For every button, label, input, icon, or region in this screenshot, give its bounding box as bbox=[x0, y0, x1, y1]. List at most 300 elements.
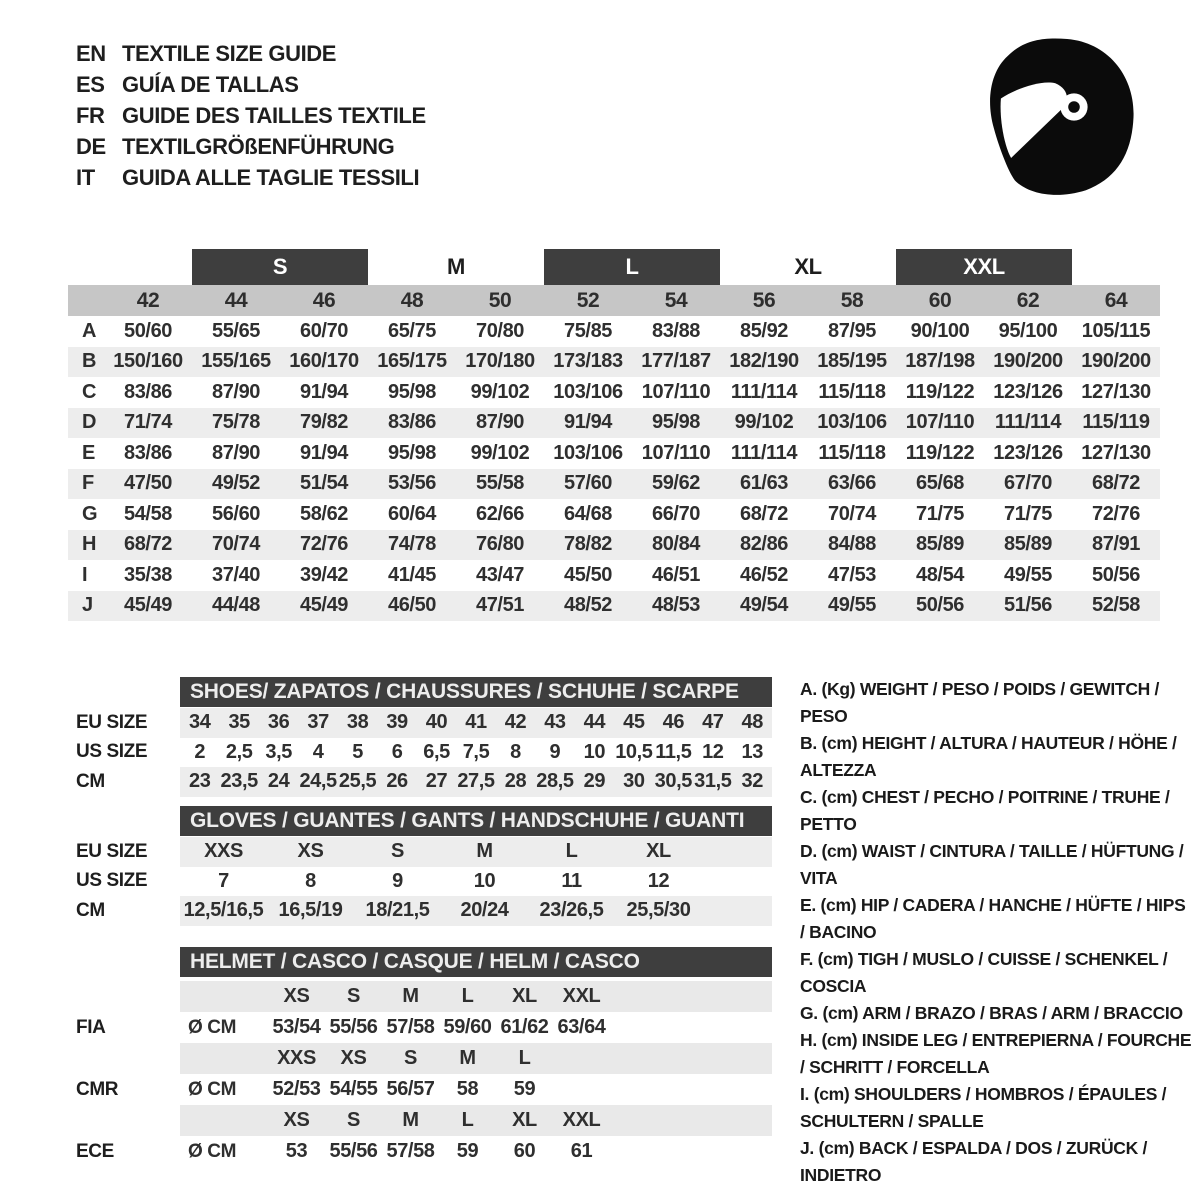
table-cell: 111/114 bbox=[994, 411, 1062, 434]
table-cell: 27 bbox=[425, 770, 448, 793]
table-cell: 51/54 bbox=[299, 472, 349, 495]
size-label-cell: M bbox=[402, 1109, 419, 1131]
legend-key: D. bbox=[800, 841, 817, 861]
language-title: TEXTILGRÖßENFÜHRUNG bbox=[122, 133, 395, 159]
legend-item bbox=[800, 892, 1194, 946]
standard-label: FIA bbox=[76, 1016, 106, 1038]
table-cell: 24 bbox=[267, 770, 290, 793]
table-row bbox=[68, 499, 1160, 530]
helmet-sizes-row bbox=[0, 1105, 772, 1136]
table-cell: 57/60 bbox=[563, 472, 613, 495]
helmet-standard-block bbox=[0, 981, 772, 1043]
table-cell: 85/92 bbox=[739, 319, 789, 342]
table-cell: 18/21,5 bbox=[365, 899, 430, 922]
table-cell: 155/165 bbox=[201, 350, 271, 373]
row-letter: J bbox=[82, 594, 93, 617]
table-cell: 7,5 bbox=[462, 740, 490, 763]
table-cell: 40 bbox=[425, 711, 448, 734]
table-cell: 49/52 bbox=[211, 472, 261, 495]
table-cell: 83/86 bbox=[123, 380, 173, 403]
table-cell: 27,5 bbox=[457, 770, 495, 793]
table-cell: 68/72 bbox=[739, 502, 789, 525]
table-cell: 85/89 bbox=[1003, 533, 1053, 556]
language-title: GUIDE DES TAILLES TEXTILE bbox=[122, 102, 426, 128]
table-cell: 52/53 bbox=[272, 1078, 321, 1100]
table-cell: 119/122 bbox=[905, 441, 975, 464]
standard-label: CMR bbox=[76, 1078, 119, 1100]
legend-key: B. bbox=[800, 733, 817, 753]
eu-size-value: 64 bbox=[1104, 288, 1128, 312]
table-cell: 46/51 bbox=[651, 563, 701, 586]
legend-item bbox=[800, 676, 1194, 730]
size-label-cell: XL bbox=[512, 1109, 537, 1131]
diameter-unit: Ø CM bbox=[188, 1016, 237, 1038]
table-row bbox=[68, 560, 1160, 591]
helmet-size-labels bbox=[180, 981, 772, 1012]
helmet-sizes-row bbox=[0, 981, 772, 1012]
table-cell: 45/49 bbox=[299, 594, 349, 617]
table-cell: 10 bbox=[583, 740, 606, 763]
table-cell: 177/187 bbox=[641, 350, 711, 373]
legend-item bbox=[800, 784, 1194, 838]
helmet-size-values bbox=[180, 1136, 772, 1167]
table-cell: 23/26,5 bbox=[539, 899, 604, 922]
table-cell: 28,5 bbox=[536, 770, 574, 793]
eu-size-value: 62 bbox=[1016, 288, 1040, 312]
eu-size-band bbox=[68, 285, 1160, 316]
table-cell: 127/130 bbox=[1081, 380, 1151, 403]
legend-unit: (cm) bbox=[821, 733, 858, 753]
legend-text: BACK / ESPALDA / DOS / ZURÜCK / INDIETRO bbox=[800, 1138, 1148, 1185]
eu-size-value: 58 bbox=[840, 288, 864, 312]
table-cell: 26 bbox=[386, 770, 408, 793]
table-cell: 47/51 bbox=[475, 594, 525, 617]
table-cell: 123/126 bbox=[993, 441, 1063, 464]
table-cell: 61/63 bbox=[739, 472, 789, 495]
language-title: GUÍA DE TALLAS bbox=[122, 71, 299, 97]
shoes-row bbox=[0, 738, 772, 768]
legend-item bbox=[800, 1081, 1194, 1135]
legend-item bbox=[800, 1027, 1194, 1081]
eu-size-value: 60 bbox=[928, 288, 952, 312]
table-cell: 103/106 bbox=[817, 411, 887, 434]
legend-unit: (cm) bbox=[821, 841, 858, 861]
table-cell: 48/54 bbox=[915, 563, 965, 586]
table-cell: 80/84 bbox=[651, 533, 701, 556]
table-cell: 10 bbox=[473, 869, 496, 892]
table-cell: 43 bbox=[544, 711, 566, 734]
legend-key: G. bbox=[800, 1003, 818, 1023]
table-cell: 115/118 bbox=[818, 380, 886, 403]
table-cell: 12 bbox=[647, 869, 670, 892]
table-cell: 79/82 bbox=[299, 411, 349, 434]
eu-size-value: 44 bbox=[224, 288, 248, 312]
table-cell: 150/160 bbox=[113, 350, 183, 373]
size-label-cell: M bbox=[459, 1047, 476, 1069]
table-cell: 83/86 bbox=[123, 441, 173, 464]
size-group-s: S bbox=[192, 249, 368, 285]
language-title: TEXTILE SIZE GUIDE bbox=[122, 40, 337, 66]
legend-key: E. bbox=[800, 895, 816, 915]
table-cell: 170/180 bbox=[465, 350, 535, 373]
table-cell: 87/95 bbox=[827, 319, 877, 342]
row-letter: C bbox=[82, 380, 97, 403]
size-label-cell: XL bbox=[512, 985, 537, 1007]
legend-item bbox=[800, 1135, 1194, 1189]
table-cell: 54/58 bbox=[123, 502, 173, 525]
size-label-cell: M bbox=[402, 985, 419, 1007]
table-cell: 45/49 bbox=[123, 594, 173, 617]
table-cell: 51/56 bbox=[1003, 594, 1053, 617]
table-cell: 16,5/19 bbox=[278, 899, 343, 922]
table-cell: 105/115 bbox=[1081, 319, 1151, 342]
row-letter: H bbox=[82, 533, 97, 556]
table-cell: 99/102 bbox=[470, 380, 530, 403]
legend-text: SHOULDERS / HOMBROS / ÉPAULES / SCHULTERN / SPALLE bbox=[800, 1084, 1167, 1131]
table-cell: 47/50 bbox=[123, 472, 173, 495]
table-cell: 46 bbox=[662, 711, 685, 734]
table-cell: 44 bbox=[583, 711, 606, 734]
table-cell: 57/58 bbox=[386, 1016, 435, 1038]
table-cell: 9 bbox=[549, 740, 561, 763]
table-cell: 91/94 bbox=[299, 441, 349, 464]
table-cell: 95/98 bbox=[387, 380, 437, 403]
table-cell: 99/102 bbox=[470, 441, 530, 464]
table-cell: 62/66 bbox=[475, 502, 525, 525]
row-label-spacer bbox=[0, 1043, 180, 1074]
table-cell: 8 bbox=[510, 740, 521, 763]
table-cell: 60/64 bbox=[387, 502, 437, 525]
table-cell: 95/98 bbox=[387, 441, 437, 464]
helmet-size-labels bbox=[180, 1105, 772, 1136]
table-cell: M bbox=[476, 840, 493, 863]
table-cell: 50/56 bbox=[915, 594, 965, 617]
language-row bbox=[76, 69, 426, 100]
gloves-row bbox=[0, 837, 772, 867]
size-label-cell: L bbox=[518, 1047, 531, 1069]
table-cell: 59 bbox=[456, 1140, 479, 1162]
size-group-row bbox=[68, 249, 1160, 285]
size-label-cell: S bbox=[404, 1047, 417, 1069]
table-cell: 7 bbox=[218, 869, 229, 892]
table-cell: 24,5 bbox=[299, 770, 337, 793]
language-title-block bbox=[76, 38, 426, 193]
table-cell: 185/195 bbox=[817, 350, 887, 373]
table-cell: 91/94 bbox=[299, 380, 349, 403]
table-cell: 103/106 bbox=[553, 380, 623, 403]
table-cell: 187/198 bbox=[905, 350, 975, 373]
row-letter: E bbox=[82, 441, 95, 464]
legend-key: H. bbox=[800, 1030, 817, 1050]
table-cell: 95/100 bbox=[998, 319, 1058, 342]
size-group-m: M bbox=[447, 254, 465, 279]
table-cell: 12,5/16,5 bbox=[183, 899, 264, 922]
legend-unit: (cm) bbox=[817, 949, 854, 969]
table-cell: XL bbox=[646, 840, 671, 863]
table-cell: 119/122 bbox=[905, 380, 975, 403]
size-group-xl: XL bbox=[794, 254, 822, 279]
language-code: FR bbox=[76, 102, 105, 128]
table-cell: 53/54 bbox=[272, 1016, 321, 1038]
table-cell: 49/55 bbox=[1003, 563, 1053, 586]
table-cell: 67/70 bbox=[1003, 472, 1053, 495]
table-cell: 42 bbox=[504, 711, 527, 734]
legend-key: A. bbox=[800, 679, 817, 699]
table-cell: 103/106 bbox=[553, 441, 623, 464]
row-letter: D bbox=[82, 411, 97, 434]
table-cell: 83/88 bbox=[651, 319, 701, 342]
row-label: CM bbox=[76, 770, 105, 792]
gloves-values bbox=[180, 837, 772, 867]
language-title: GUIDA ALLE TAGLIE TESSILI bbox=[122, 164, 420, 190]
table-row bbox=[68, 530, 1160, 561]
row-label: EU SIZE bbox=[76, 711, 148, 733]
table-cell: 60 bbox=[513, 1140, 536, 1162]
legend-unit: (cm) bbox=[821, 787, 858, 807]
table-cell: 13 bbox=[741, 740, 763, 763]
table-cell: 71/74 bbox=[123, 411, 173, 434]
table-cell: 72/76 bbox=[299, 533, 349, 556]
helmet-standard-block bbox=[0, 1043, 772, 1105]
table-cell: 87/91 bbox=[1091, 533, 1141, 556]
language-code: DE bbox=[76, 133, 106, 159]
table-cell: 11,5 bbox=[655, 740, 692, 763]
row-label: US SIZE bbox=[76, 741, 148, 763]
table-row bbox=[68, 591, 1160, 622]
legend-key: F. bbox=[800, 949, 814, 969]
table-cell: 20/24 bbox=[460, 899, 509, 922]
table-cell: 41 bbox=[465, 711, 487, 734]
helmet-standard-block bbox=[0, 1105, 772, 1167]
table-cell: 47/53 bbox=[827, 563, 877, 586]
row-letter: A bbox=[82, 319, 97, 342]
table-cell: 84/88 bbox=[827, 533, 877, 556]
table-cell: XS bbox=[297, 840, 324, 863]
size-label-cell: XS bbox=[340, 1047, 367, 1069]
size-label-cell: S bbox=[347, 1109, 360, 1131]
table-cell: 11 bbox=[561, 869, 582, 892]
standard-label: ECE bbox=[76, 1140, 114, 1162]
table-cell: 165/175 bbox=[377, 350, 447, 373]
table-cell: 70/74 bbox=[827, 502, 877, 525]
table-cell: 29 bbox=[583, 770, 606, 793]
table-cell: 63/66 bbox=[827, 472, 877, 495]
gloves-table bbox=[0, 837, 772, 926]
table-cell: 160/170 bbox=[289, 350, 359, 373]
table-cell: 190/200 bbox=[993, 350, 1063, 373]
row-letter: G bbox=[82, 502, 98, 525]
table-cell: 39 bbox=[386, 711, 408, 734]
eu-size-value: 50 bbox=[488, 288, 512, 312]
table-cell: 30,5 bbox=[654, 770, 692, 793]
legend-item bbox=[800, 838, 1194, 892]
shoes-values bbox=[180, 767, 772, 797]
table-cell: 54/55 bbox=[329, 1078, 378, 1100]
diameter-unit: Ø CM bbox=[188, 1078, 237, 1100]
table-cell: 66/70 bbox=[651, 502, 701, 525]
textile-measure-rows bbox=[68, 316, 1160, 621]
textile-size-table bbox=[68, 249, 1160, 621]
table-cell: 53 bbox=[285, 1140, 308, 1162]
table-cell: 76/80 bbox=[475, 533, 525, 556]
table-cell: 87/90 bbox=[211, 380, 261, 403]
table-row bbox=[68, 438, 1160, 469]
size-label-cell: XXL bbox=[562, 1109, 601, 1131]
table-cell: 75/85 bbox=[563, 319, 613, 342]
table-cell: 31,5 bbox=[694, 770, 732, 793]
legend-text: TIGH / MUSLO / CUISSE / SCHENKEL / COSCIA bbox=[800, 949, 1168, 996]
table-cell: 12 bbox=[702, 740, 724, 763]
legend-unit: (cm) bbox=[822, 1003, 859, 1023]
table-cell: 9 bbox=[392, 869, 403, 892]
helmet-section-header: HELMET / CASCO / CASQUE / HELM / CASCO bbox=[180, 947, 772, 977]
gloves-values bbox=[180, 867, 772, 897]
table-cell: 6,5 bbox=[423, 740, 450, 763]
table-row bbox=[68, 377, 1160, 408]
table-cell: 35/38 bbox=[123, 563, 173, 586]
table-cell: 46/50 bbox=[387, 594, 437, 617]
table-cell: 50/56 bbox=[1091, 563, 1141, 586]
table-cell: 37/40 bbox=[211, 563, 261, 586]
size-label-cell: L bbox=[461, 985, 474, 1007]
table-cell: 182/190 bbox=[729, 350, 799, 373]
language-row bbox=[76, 131, 426, 162]
legend-unit: (cm) bbox=[821, 1030, 858, 1050]
table-cell: 55/56 bbox=[329, 1140, 378, 1162]
table-cell: 78/82 bbox=[563, 533, 613, 556]
table-cell: 83/86 bbox=[387, 411, 437, 434]
table-cell: 44/48 bbox=[211, 594, 261, 617]
table-cell: 115/119 bbox=[1082, 411, 1150, 434]
table-cell: 37 bbox=[307, 711, 329, 734]
language-row bbox=[76, 162, 426, 193]
table-cell: 49/54 bbox=[739, 594, 789, 617]
legend-key: I. bbox=[800, 1084, 810, 1104]
table-cell: 87/90 bbox=[475, 411, 525, 434]
gloves-section-header: GLOVES / GUANTES / GANTS / HANDSCHUHE / GUANTI bbox=[180, 806, 772, 836]
table-cell: 56/57 bbox=[386, 1078, 435, 1100]
table-cell: 55/65 bbox=[211, 319, 261, 342]
table-cell: 10,5 bbox=[615, 740, 653, 763]
helmet-sizes-row bbox=[0, 1043, 772, 1074]
table-cell: 60/70 bbox=[299, 319, 349, 342]
table-cell: 63/64 bbox=[557, 1016, 606, 1038]
table-cell: 90/100 bbox=[910, 319, 970, 342]
legend-text: HEIGHT / ALTURA / HAUTEUR / HÖHE / ALTEZZA bbox=[800, 733, 1177, 780]
legend-item bbox=[800, 946, 1194, 1000]
table-cell: 55/56 bbox=[329, 1016, 378, 1038]
measurement-legend bbox=[800, 676, 1194, 1189]
eu-size-value: 56 bbox=[752, 288, 776, 312]
legend-key: J. bbox=[800, 1138, 814, 1158]
table-cell: 47 bbox=[702, 711, 724, 734]
table-cell: 111/114 bbox=[730, 441, 798, 464]
table-cell: 25,5 bbox=[338, 770, 377, 793]
table-cell: 32 bbox=[741, 770, 763, 793]
legend-key: C. bbox=[800, 787, 817, 807]
legend-unit: (cm) bbox=[820, 895, 857, 915]
table-cell: 43/47 bbox=[475, 563, 525, 586]
legend-text: WEIGHT / PESO / POIDS / GEWITCH / PESO bbox=[800, 679, 1160, 726]
table-cell: 107/110 bbox=[641, 380, 711, 403]
size-label-cell: XS bbox=[283, 985, 310, 1007]
table-cell: 34 bbox=[189, 711, 211, 734]
shoes-values bbox=[180, 738, 772, 768]
helmet-size-labels bbox=[180, 1043, 772, 1074]
eu-size-value: 46 bbox=[312, 288, 336, 312]
shoes-table bbox=[0, 708, 772, 797]
legend-unit: (cm) bbox=[818, 1138, 855, 1158]
table-cell: 53/56 bbox=[387, 472, 437, 495]
row-label: CM bbox=[76, 899, 105, 921]
table-cell: 35 bbox=[228, 711, 250, 734]
table-cell: 99/102 bbox=[734, 411, 794, 434]
table-cell: 95/98 bbox=[651, 411, 701, 434]
row-label-spacer bbox=[0, 981, 180, 1012]
size-group-xxl: XXL bbox=[896, 249, 1072, 285]
size-label-cell: XS bbox=[283, 1109, 310, 1131]
helmet-table bbox=[0, 981, 772, 1167]
table-cell: 39/42 bbox=[299, 563, 349, 586]
shoes-values bbox=[180, 708, 772, 738]
table-row bbox=[68, 347, 1160, 378]
size-group-l: L bbox=[544, 249, 720, 285]
row-label-spacer bbox=[0, 1105, 180, 1136]
table-cell: 68/72 bbox=[1091, 472, 1141, 495]
legend-unit: (cm) bbox=[813, 1084, 850, 1104]
table-cell: 23,5 bbox=[220, 770, 258, 793]
table-cell: 28 bbox=[504, 770, 527, 793]
table-cell: 59 bbox=[513, 1078, 536, 1100]
table-cell: 41/45 bbox=[387, 563, 437, 586]
shoes-row bbox=[0, 708, 772, 738]
table-cell: 127/130 bbox=[1081, 441, 1151, 464]
table-cell: 6 bbox=[391, 740, 403, 763]
table-row bbox=[68, 316, 1160, 347]
eu-size-value: 42 bbox=[136, 288, 160, 312]
gloves-row bbox=[0, 896, 772, 926]
table-cell: 55/58 bbox=[475, 472, 525, 495]
table-cell: 58 bbox=[456, 1078, 479, 1100]
size-label-cell: XXL bbox=[562, 985, 601, 1007]
table-row bbox=[68, 408, 1160, 439]
legend-text: WAIST / CINTURA / TAILLE / HÜFTUNG / VITA bbox=[800, 841, 1184, 888]
eu-size-value: 52 bbox=[576, 288, 600, 312]
size-label-cell: S bbox=[347, 985, 360, 1007]
racing-helmet-icon bbox=[972, 28, 1142, 203]
table-cell: 64/68 bbox=[563, 502, 613, 525]
table-cell: 115/118 bbox=[818, 441, 886, 464]
diameter-unit: Ø CM bbox=[188, 1140, 237, 1162]
table-cell: 4 bbox=[312, 740, 324, 763]
legend-text: HIP / CADERA / HANCHE / HÜFTE / HIPS / BACINO bbox=[800, 895, 1186, 942]
eu-size-band-corner bbox=[68, 285, 104, 316]
table-cell: 65/75 bbox=[387, 319, 437, 342]
table-cell: 45 bbox=[623, 711, 645, 734]
table-cell: 52/58 bbox=[1091, 594, 1141, 617]
table-cell: 45/50 bbox=[563, 563, 613, 586]
table-cell: 75/78 bbox=[211, 411, 261, 434]
row-label: EU SIZE bbox=[76, 840, 148, 862]
helmet-values-row bbox=[0, 1136, 772, 1167]
table-cell: 74/78 bbox=[387, 533, 437, 556]
table-cell: 3,5 bbox=[265, 740, 292, 763]
eu-size-value: 54 bbox=[664, 288, 688, 312]
table-row bbox=[68, 469, 1160, 500]
table-cell: 36 bbox=[267, 711, 290, 734]
language-code: ES bbox=[76, 71, 105, 97]
table-cell: 58/62 bbox=[299, 502, 349, 525]
